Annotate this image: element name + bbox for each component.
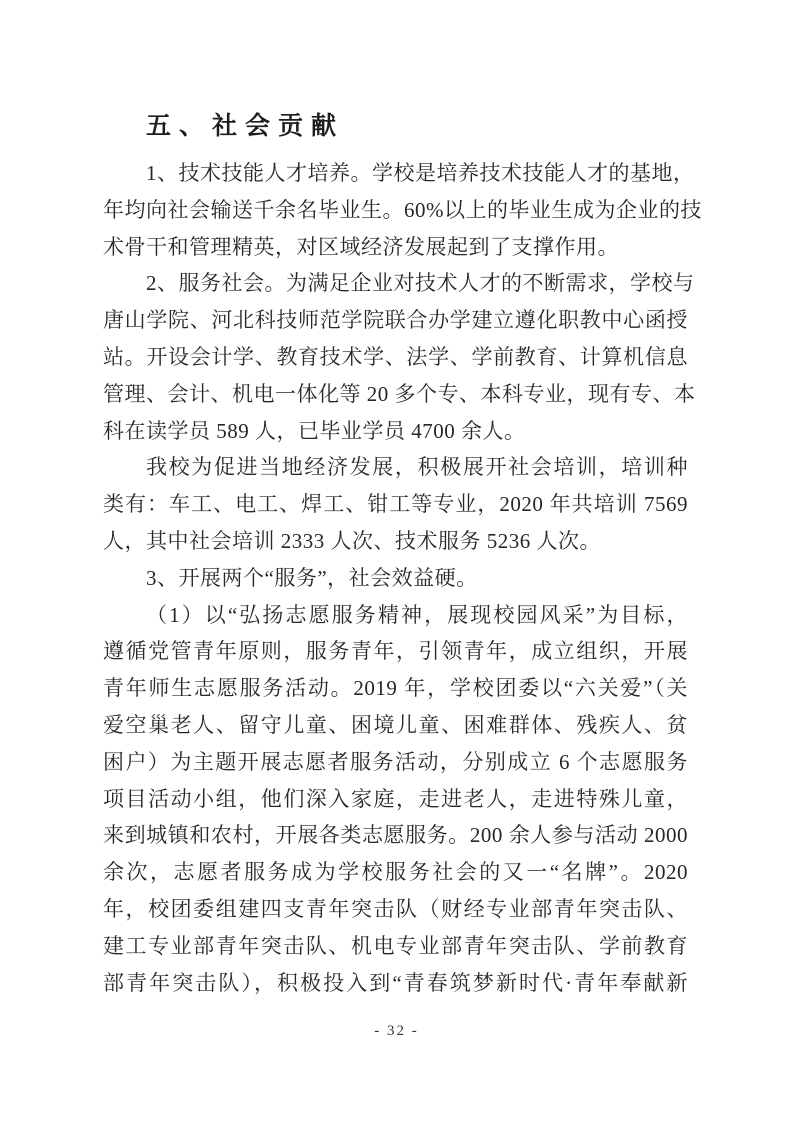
document-content <box>103 111 702 1001</box>
text-line: 1、技术技能人才培养。学校是培养技术技能人才的基地， <box>146 161 695 185</box>
text-line: 青年师生志愿服务活动。2019 年，学校团委以“六关爱”（关 <box>103 676 688 701</box>
text-line: 我校为促进当地经济发展，积极展开社会培训，培训种 <box>146 455 688 480</box>
text-line: 遵循党管青年原则，服务青年，引领青年，成立组织，开展 <box>103 639 688 664</box>
text-line: 爱空巢老人、留守儿童、困境儿童、困难群体、残疾人、贫 <box>103 712 688 737</box>
text-line: 建工专业部青年突击队、机电专业部青年突击队、学前教育 <box>103 933 688 958</box>
text-line: 困户）为主题开展志愿者服务活动，分别成立 6 个志愿服务 <box>103 749 688 774</box>
page-number: - 32 - <box>374 1023 419 1039</box>
text-line: 项目活动小组，他们深入家庭，走进老人，走进特殊儿童， <box>103 786 688 811</box>
section-heading: 五、社会贡献 <box>146 112 345 140</box>
text-line: 部青年突击队），积极投入到“青春筑梦新时代·青年奉献新 <box>103 970 688 995</box>
text-line: 来到城镇和农村，开展各类志愿服务。200 余人参与活动 2000 <box>103 823 688 848</box>
text-line: 管理、会计、机电一体化等 20 多个专、本科专业，现有专、本 <box>103 381 696 406</box>
text-line: 2、服务社会。为满足企业对技术人才的不断需求，学校与 <box>146 271 695 296</box>
text-line: 3、开展两个“服务”，社会效益硬。 <box>146 565 478 590</box>
text-line: （1）以“弘扬志愿服务精神，展现校园风采”为目标， <box>146 602 688 627</box>
text-line: 年均向社会输送千余名毕业生。60%以上的毕业生成为企业的技 <box>103 197 702 222</box>
text-line: 余次，志愿者服务成为学校服务社会的又一“名牌”。2020 <box>103 860 688 885</box>
page-footer <box>0 1022 793 1040</box>
text-line: 站。开设会计学、教育技术学、法学、学前教育、计算机信息 <box>103 344 688 369</box>
text-line: 唐山学院、河北科技师范学院联合办学建立遵化职教中心函授 <box>103 308 688 333</box>
text-line: 科在读学员 589 人，已毕业学员 4700 余人。 <box>103 418 526 443</box>
text-line: 年，校团委组建四支青年突击队（财经专业部青年突击队、 <box>103 896 688 921</box>
text-line: 术骨干和管理精英，对区域经济发展起到了支撑作用。 <box>103 234 619 259</box>
text-line: 人，其中社会培训 2333 人次、技术服务 5236 人次。 <box>103 528 601 553</box>
text-line: 类有：车工、电工、焊工、钳工等专业，2020 年共培训 7569 <box>103 492 688 517</box>
